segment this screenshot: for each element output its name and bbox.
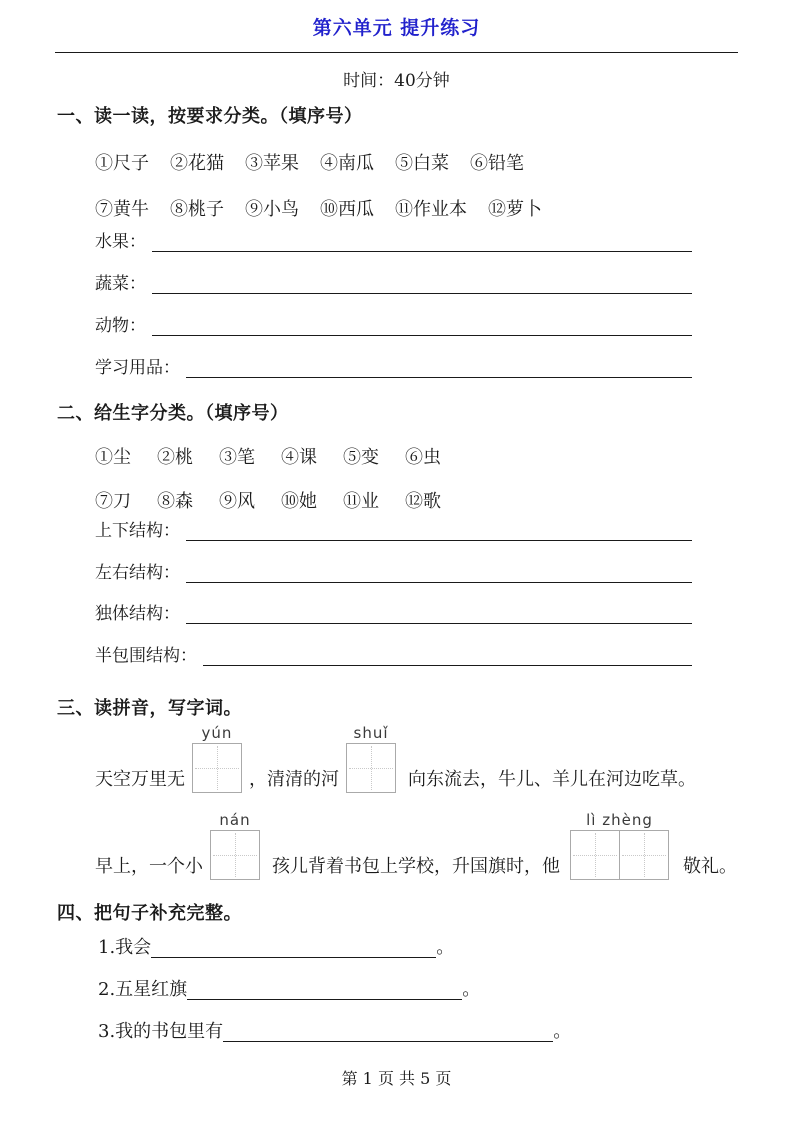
- answer-line-half-enclosed: [95, 636, 692, 666]
- answer-line-label: 水果：: [95, 232, 146, 253]
- sentence-text: 孩儿背着书包上学校，升国旗时，他: [272, 856, 560, 878]
- pinyin-label: nán: [219, 811, 251, 829]
- writing-box-cell: [571, 831, 619, 879]
- char-item: ⑩她: [281, 491, 317, 512]
- answer-blank: [223, 1013, 553, 1042]
- answer-line-label: 动物：: [95, 316, 146, 337]
- answer-line-vegetable: [95, 264, 692, 294]
- answer-blank: [152, 305, 692, 336]
- pinyin-sentence-1: [95, 726, 696, 793]
- answer-line-label: 独体结构：: [95, 604, 180, 625]
- pinyin-label: lì zhèng: [586, 811, 653, 829]
- answer-line-single: [95, 594, 692, 624]
- word-item: ①尺子: [95, 153, 149, 174]
- sentence-text: 天空万里无: [95, 769, 185, 791]
- answer-blank: [186, 347, 692, 378]
- sentence-completion-3: [98, 1014, 571, 1042]
- answer-blank: [187, 971, 462, 1000]
- answer-line-label: 左右结构：: [95, 563, 180, 584]
- page-number: 第 1 页 共 5 页: [341, 1069, 452, 1088]
- answer-line-fruit: [95, 222, 692, 252]
- section3-heading: 三、读拼音，写字词。: [57, 698, 242, 719]
- pinyin-label: shuǐ: [353, 724, 389, 742]
- word-item: ⑤白菜: [395, 153, 449, 174]
- char-item: ⑧森: [157, 491, 193, 512]
- section2-heading: 二、给生字分类。（填序号）: [57, 403, 289, 424]
- writing-box: [192, 743, 242, 793]
- section1-heading: 一、读一读，按要求分类。（填序号）: [57, 106, 363, 127]
- answer-blank: [152, 263, 692, 294]
- char-item: ①尘: [95, 447, 131, 468]
- writing-box-double: [570, 830, 669, 880]
- word-item: ⑪作业本: [395, 199, 467, 220]
- writing-box-group-nan: [210, 813, 260, 880]
- sentence-prefix: 1.我会: [98, 937, 152, 959]
- writing-box-group-lizheng: [570, 813, 669, 880]
- time-limit-text: 时间：40分钟: [343, 71, 450, 91]
- word-item: ⑥铅笔: [470, 153, 524, 174]
- word-item: ④南瓜: [320, 153, 374, 174]
- answer-line-label: 蔬菜：: [95, 274, 146, 295]
- answer-blank: [203, 635, 692, 666]
- char-item: ⑨风: [219, 491, 255, 512]
- writing-box: [346, 743, 396, 793]
- sentence-text: 敬礼。: [683, 856, 737, 878]
- answer-line-top-bottom: [95, 511, 692, 541]
- answer-blank: [186, 552, 692, 583]
- word-item: ⑫萝卜: [488, 199, 542, 220]
- char-item: ⑥虫: [405, 447, 441, 468]
- answer-blank: [186, 593, 692, 624]
- char-item: ④课: [281, 447, 317, 468]
- char-item: ②桃: [157, 447, 193, 468]
- pinyin-sentence-2: [95, 813, 737, 880]
- sentence-prefix: 3.我的书包里有: [98, 1021, 224, 1043]
- writing-box-group-shui: [346, 726, 396, 793]
- section2-items-row1: [95, 443, 441, 469]
- answer-blank: [152, 221, 692, 252]
- section1-items-row2: [95, 195, 542, 221]
- writing-box: [210, 830, 260, 880]
- pinyin-label: yún: [201, 724, 233, 742]
- section4-heading: 四、把句子补充完整。: [57, 903, 242, 924]
- answer-line-label: 半包围结构：: [95, 646, 197, 667]
- char-item: ⑤变: [343, 447, 379, 468]
- word-item: ③苹果: [245, 153, 299, 174]
- sentence-period: 。: [436, 937, 455, 959]
- sentence-text: 向东流去，牛儿、羊儿在河边吃草。: [408, 769, 696, 791]
- word-item: ⑩西瓜: [320, 199, 374, 220]
- word-item: ②花猫: [170, 153, 224, 174]
- word-item: ⑨小鸟: [245, 199, 299, 220]
- char-item: ③笔: [219, 447, 255, 468]
- sentence-completion-2: [98, 972, 480, 1000]
- word-item: ⑧桃子: [170, 199, 224, 220]
- word-item: ⑦黄牛: [95, 199, 149, 220]
- answer-line-school-supplies: [95, 348, 692, 378]
- answer-line-label: 学习用品：: [95, 358, 180, 379]
- sentence-prefix: 2.五星红旗: [98, 979, 188, 1001]
- page-title: 第六单元 提升练习: [312, 17, 481, 39]
- sentence-text: ，清清的河: [249, 769, 339, 791]
- sentence-text: 早上，一个小: [95, 856, 203, 878]
- answer-blank: [186, 510, 692, 541]
- answer-line-left-right: [95, 553, 692, 583]
- header-divider: [55, 52, 738, 53]
- section1-items-row1: [95, 149, 524, 175]
- char-item: ⑫歌: [405, 491, 441, 512]
- writing-box-group-yun: [192, 726, 242, 793]
- answer-blank: [151, 929, 436, 958]
- char-item: ⑪业: [343, 491, 379, 512]
- sentence-completion-1: [98, 930, 454, 958]
- sentence-period: 。: [553, 1021, 572, 1043]
- sentence-period: 。: [462, 979, 481, 1001]
- char-item: ⑦刀: [95, 491, 131, 512]
- writing-box-cell: [619, 831, 668, 879]
- answer-line-animal: [95, 306, 692, 336]
- answer-line-label: 上下结构：: [95, 521, 180, 542]
